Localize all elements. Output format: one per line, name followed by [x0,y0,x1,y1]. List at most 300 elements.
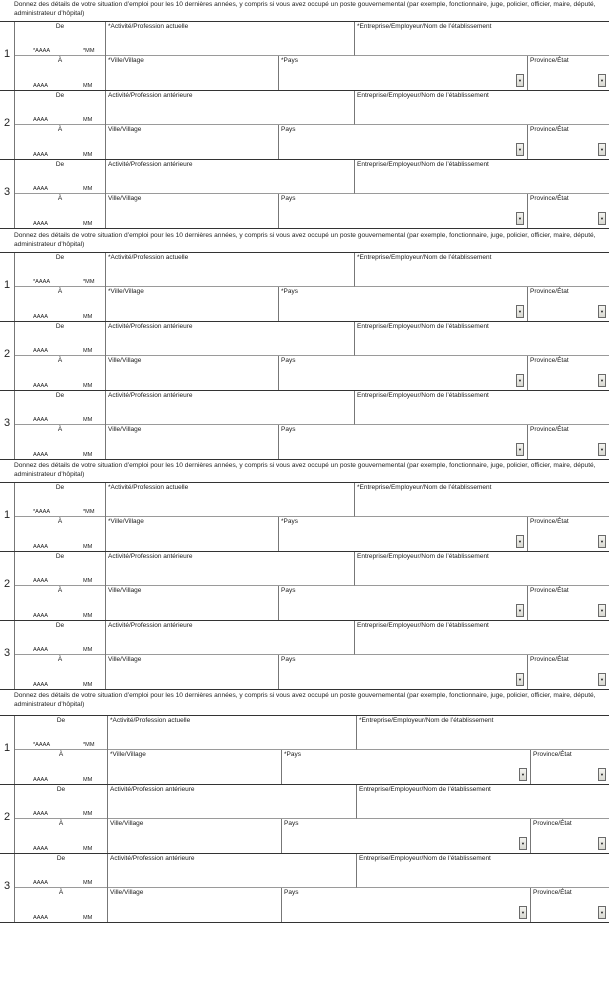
country-dropdown-button[interactable] [519,906,527,919]
from-month-label: MM [83,117,93,123]
from-month-label: *MM [83,48,95,54]
country-label: Pays [281,357,296,364]
province-label: Province/État [533,820,572,827]
from-month-label: MM [83,880,93,886]
to-date-field[interactable] [15,586,105,620]
chevron-down-icon: ▼ [518,146,522,152]
country-field[interactable] [279,425,528,459]
chevron-down-icon: ▼ [600,771,604,777]
country-label: *Pays [284,751,301,758]
entry-number: 1 [3,48,11,60]
chevron-down-icon: ▼ [518,538,522,544]
city-field[interactable] [106,194,279,228]
chevron-down-icon: ▼ [600,909,604,915]
date-range [14,391,106,459]
province-field[interactable] [531,750,609,784]
chevron-down-icon: ▼ [600,676,604,682]
activity-label: Activité/Profession antérieure [110,786,195,793]
province-field[interactable] [528,56,609,90]
city-field[interactable] [106,517,279,551]
to-year-label: AAAA [33,915,48,921]
from-label: De [55,392,65,399]
country-field[interactable] [282,819,531,853]
employer-field[interactable] [355,253,609,287]
from-date-field[interactable] [15,621,105,655]
province-dropdown-button[interactable] [598,443,606,456]
to-date-field[interactable] [15,56,105,90]
activity-field[interactable] [106,160,355,194]
chevron-down-icon: ▼ [600,840,604,846]
from-date-field[interactable] [15,785,107,819]
from-date-field[interactable] [15,391,105,425]
activity-field[interactable] [108,785,357,819]
employer-label: Entreprise/Employeur/Nom de l’établissement [359,855,491,862]
city-field[interactable] [106,586,279,620]
employment-entry [0,483,609,552]
chevron-down-icon: ▼ [518,77,522,83]
from-month-label: MM [83,186,93,192]
entry-number: 3 [3,880,11,892]
city-field[interactable] [106,356,279,390]
section-instructions: Donnez des détails de votre situation d’emploi pour les 10 dernières années, y compris si vous avez occupé un poste gouvernemental (par exemple, fonctionnaire, juge, policier, officier, maire, député, administrateur d’hôpital) [14,1,596,17]
activity-field[interactable] [106,552,355,586]
country-dropdown-button[interactable] [516,74,524,87]
province-field[interactable] [531,819,609,853]
province-field[interactable] [528,125,609,159]
country-dropdown-button[interactable] [516,305,524,318]
country-field[interactable] [279,287,528,321]
to-month-label: MM [83,314,93,320]
to-date-field[interactable] [15,425,105,459]
employer-field[interactable] [355,160,609,194]
to-date-field[interactable] [15,356,105,390]
employment-entry [0,391,609,460]
to-label: À [58,751,64,758]
province-label: Province/État [533,889,572,896]
entry-number: 1 [3,742,11,754]
employer-field[interactable] [355,22,609,56]
to-year-label: AAAA [33,83,48,89]
province-label: Province/État [530,587,569,594]
employer-label: *Entreprise/Employeur/Nom de l’établissement [357,484,492,491]
province-dropdown-button[interactable] [598,837,606,850]
from-year-label: AAAA [33,117,48,123]
from-label: De [55,323,65,330]
from-date-field[interactable] [15,854,107,888]
chevron-down-icon: ▼ [600,146,604,152]
from-year-label: *AAAA [33,48,51,54]
city-label: Ville/Village [108,656,142,663]
to-year-label: AAAA [33,544,48,550]
country-dropdown-button[interactable] [516,212,524,225]
country-label: Pays [281,656,296,663]
from-year-label: AAAA [33,186,48,192]
from-date-field[interactable] [15,160,105,194]
province-dropdown-button[interactable] [598,535,606,548]
to-label: À [57,195,63,202]
to-label: À [57,587,63,594]
date-range [14,322,106,390]
country-dropdown-button[interactable] [516,604,524,617]
employer-field[interactable] [355,483,609,517]
country-field[interactable] [279,356,528,390]
activity-label: Activité/Profession antérieure [108,323,193,330]
employment-entry [0,22,609,91]
entries-table [0,715,609,923]
country-label: *Pays [281,57,298,64]
activity-label: Activité/Profession antérieure [108,92,193,99]
activity-field[interactable] [106,253,355,287]
province-dropdown-button[interactable] [598,673,606,686]
city-label: Ville/Village [108,195,142,202]
activity-field[interactable] [106,22,355,56]
activity-label: Activité/Profession antérieure [108,161,193,168]
province-label: Province/État [530,195,569,202]
chevron-down-icon: ▼ [600,538,604,544]
city-field[interactable] [108,819,282,853]
employer-field[interactable] [357,716,609,750]
section-instructions: Donnez des détails de votre situation d’emploi pour les 10 dernières années, y compris si vous avez occupé un poste gouvernemental (par exemple, fonctionnaire, juge, policier, officier, maire, député, administrateur d’hôpital) [14,692,596,708]
to-year-label: AAAA [33,152,48,158]
employer-field[interactable] [357,785,609,819]
chevron-down-icon: ▼ [518,308,522,314]
employer-field[interactable] [355,391,609,425]
to-date-field[interactable] [15,125,105,159]
from-year-label: AAAA [33,811,48,817]
province-dropdown-button[interactable] [598,212,606,225]
entry-number: 3 [3,417,11,429]
from-date-field[interactable] [15,716,107,750]
from-date-field[interactable] [15,552,105,586]
activity-field[interactable] [108,854,357,888]
employer-label: Entreprise/Employeur/Nom de l’établissement [357,92,489,99]
date-range [14,22,106,90]
country-label: *Pays [281,288,298,295]
to-date-field[interactable] [15,194,105,228]
chevron-down-icon: ▼ [518,377,522,383]
date-range [14,160,106,228]
province-dropdown-button[interactable] [598,74,606,87]
chevron-down-icon: ▼ [521,771,525,777]
employment-entry [0,785,609,854]
to-year-label: AAAA [33,846,48,852]
country-dropdown-button[interactable] [519,768,527,781]
employer-label: Entreprise/Employeur/Nom de l’établissement [357,323,489,330]
to-date-field[interactable] [15,517,105,551]
city-label: *Ville/Village [108,57,144,64]
from-label: De [55,254,65,261]
activity-label: Activité/Profession antérieure [108,553,193,560]
province-label: Province/État [530,57,569,64]
to-label: À [57,57,63,64]
chevron-down-icon: ▼ [518,215,522,221]
city-field[interactable] [106,655,279,689]
city-label: Ville/Village [108,426,142,433]
province-label: Province/État [533,751,572,758]
activity-label: Activité/Profession antérieure [108,392,193,399]
from-year-label: *AAAA [33,279,51,285]
province-label: Province/État [530,518,569,525]
activity-field[interactable] [106,391,355,425]
city-label: *Ville/Village [108,288,144,295]
to-month-label: MM [83,613,93,619]
country-label: Pays [281,126,296,133]
to-date-field[interactable] [15,750,107,784]
from-year-label: AAAA [33,348,48,354]
province-label: Province/État [530,656,569,663]
from-date-field[interactable] [15,322,105,356]
activity-field[interactable] [106,322,355,356]
employer-field[interactable] [355,91,609,125]
from-label: De [56,786,66,793]
to-year-label: AAAA [33,221,48,227]
province-field[interactable] [528,287,609,321]
to-label: À [57,426,63,433]
from-month-label: *MM [83,509,95,515]
activity-field[interactable] [106,483,355,517]
to-year-label: AAAA [33,777,48,783]
entry-number: 2 [3,578,11,590]
country-field[interactable] [279,586,528,620]
chevron-down-icon: ▼ [518,607,522,613]
to-month-label: MM [83,682,93,688]
to-month-label: MM [83,152,93,158]
to-label: À [57,656,63,663]
country-label: Pays [281,195,296,202]
from-date-field[interactable] [15,483,105,517]
to-month-label: MM [83,452,93,458]
to-label: À [57,126,63,133]
employment-entry [0,552,609,621]
from-label: De [55,484,65,491]
employment-entry [0,716,609,785]
entry-number: 2 [3,117,11,129]
entry-number: 2 [3,348,11,360]
employer-label: *Entreprise/Employeur/Nom de l’établissement [359,717,494,724]
province-field[interactable] [528,356,609,390]
country-field[interactable] [282,750,531,784]
date-range [14,716,108,784]
date-range [14,552,106,620]
from-label: De [55,23,65,30]
country-field[interactable] [282,888,531,922]
country-dropdown-button[interactable] [516,374,524,387]
province-field[interactable] [528,586,609,620]
to-date-field[interactable] [15,287,105,321]
from-month-label: MM [83,647,93,653]
city-field[interactable] [106,125,279,159]
to-year-label: AAAA [33,383,48,389]
employer-field[interactable] [355,552,609,586]
country-label: Pays [281,587,296,594]
country-dropdown-button[interactable] [516,443,524,456]
country-label: Pays [281,426,296,433]
country-dropdown-button[interactable] [516,535,524,548]
to-label: À [58,820,64,827]
from-month-label: *MM [83,279,95,285]
to-year-label: AAAA [33,613,48,619]
from-date-field[interactable] [15,22,105,56]
activity-field[interactable] [108,716,357,750]
city-label: Ville/Village [108,357,142,364]
province-field[interactable] [528,517,609,551]
from-year-label: *AAAA [33,509,51,515]
activity-label: *Activité/Profession actuelle [108,484,189,491]
from-month-label: *MM [83,742,95,748]
city-field[interactable] [108,888,282,922]
province-dropdown-button[interactable] [598,143,606,156]
province-label: Province/État [530,357,569,364]
chevron-down-icon: ▼ [600,607,604,613]
from-date-field[interactable] [15,253,105,287]
employment-entry [0,854,609,923]
from-year-label: AAAA [33,417,48,423]
employment-entry [0,253,609,322]
entry-number: 2 [3,811,11,823]
to-label: À [57,357,63,364]
country-dropdown-button[interactable] [516,143,524,156]
from-month-label: MM [83,578,93,584]
chevron-down-icon: ▼ [600,77,604,83]
city-label: Ville/Village [110,889,144,896]
employer-label: Entreprise/Employeur/Nom de l’établissement [357,392,489,399]
employment-entry [0,160,609,229]
employer-field[interactable] [355,322,609,356]
to-year-label: AAAA [33,314,48,320]
entry-number: 3 [3,186,11,198]
employer-label: Entreprise/Employeur/Nom de l’établissement [359,786,491,793]
city-label: *Ville/Village [108,518,144,525]
date-range [14,253,106,321]
country-label: Pays [284,889,299,896]
section-instructions: Donnez des détails de votre situation d’emploi pour les 10 dernières années, y compris si vous avez occupé un poste gouvernemental (par exemple, fonctionnaire, juge, policier, officier, maire, député, administrateur d’hôpital) [14,232,596,248]
to-month-label: MM [83,383,93,389]
date-range [14,91,106,159]
employer-field[interactable] [357,854,609,888]
to-date-field[interactable] [15,888,107,922]
date-range [14,785,108,853]
chevron-down-icon: ▼ [600,446,604,452]
to-year-label: AAAA [33,452,48,458]
from-year-label: AAAA [33,578,48,584]
to-label: À [57,518,63,525]
to-month-label: MM [83,221,93,227]
from-month-label: MM [83,811,93,817]
to-label: À [58,889,64,896]
chevron-down-icon: ▼ [521,909,525,915]
province-field[interactable] [528,655,609,689]
employer-label: Entreprise/Employeur/Nom de l’établissement [357,553,489,560]
province-dropdown-button[interactable] [598,906,606,919]
country-dropdown-button[interactable] [519,837,527,850]
from-label: De [56,717,66,724]
employment-entry [0,91,609,160]
chevron-down-icon: ▼ [600,308,604,314]
chevron-down-icon: ▼ [518,446,522,452]
from-label: De [56,855,66,862]
country-field[interactable] [279,56,528,90]
activity-label: Activité/Profession antérieure [110,855,195,862]
country-label: Pays [284,820,299,827]
province-dropdown-button[interactable] [598,768,606,781]
from-month-label: MM [83,348,93,354]
section-instructions: Donnez des détails de votre situation d’emploi pour les 10 dernières années, y compris si vous avez occupé un poste gouvernemental (par exemple, fonctionnaire, juge, policier, officier, maire, député, administrateur d’hôpital) [14,462,596,478]
activity-label: *Activité/Profession actuelle [108,254,189,261]
to-year-label: AAAA [33,682,48,688]
country-field[interactable] [279,194,528,228]
to-label: À [57,288,63,295]
entries-table [0,482,609,690]
activity-field[interactable] [106,621,355,655]
city-field[interactable] [106,287,279,321]
to-month-label: MM [83,846,93,852]
from-year-label: AAAA [33,647,48,653]
entry-number: 1 [3,279,11,291]
country-field[interactable] [279,655,528,689]
from-label: De [55,92,65,99]
province-dropdown-button[interactable] [598,305,606,318]
country-label: *Pays [281,518,298,525]
from-year-label: AAAA [33,880,48,886]
province-field[interactable] [528,425,609,459]
to-month-label: MM [83,544,93,550]
city-field[interactable] [106,425,279,459]
employer-label: *Entreprise/Employeur/Nom de l’établissement [357,254,492,261]
from-label: De [55,553,65,560]
employment-entry [0,621,609,690]
to-month-label: MM [83,915,93,921]
chevron-down-icon: ▼ [521,840,525,846]
employment-entry [0,322,609,391]
date-range [14,621,106,689]
province-dropdown-button[interactable] [598,374,606,387]
from-month-label: MM [83,417,93,423]
city-field[interactable] [108,750,282,784]
activity-label: *Activité/Profession actuelle [108,23,189,30]
date-range [14,854,108,922]
to-date-field[interactable] [15,655,105,689]
city-label: *Ville/Village [110,751,146,758]
to-date-field[interactable] [15,819,107,853]
country-field[interactable] [279,125,528,159]
date-range [14,483,106,551]
province-label: Province/État [530,288,569,295]
province-label: Province/État [530,126,569,133]
from-label: De [55,622,65,629]
country-field[interactable] [279,517,528,551]
entries-table [0,21,609,229]
chevron-down-icon: ▼ [518,676,522,682]
entry-number: 1 [3,509,11,521]
chevron-down-icon: ▼ [600,215,604,221]
employer-field[interactable] [355,621,609,655]
chevron-down-icon: ▼ [600,377,604,383]
from-year-label: *AAAA [33,742,51,748]
province-field[interactable] [531,888,609,922]
from-date-field[interactable] [15,91,105,125]
city-field[interactable] [106,56,279,90]
employer-label: *Entreprise/Employeur/Nom de l’établissement [357,23,492,30]
employer-label: Entreprise/Employeur/Nom de l’établissement [357,161,489,168]
entry-number: 3 [3,647,11,659]
province-dropdown-button[interactable] [598,604,606,617]
province-field[interactable] [528,194,609,228]
activity-field[interactable] [106,91,355,125]
activity-label: Activité/Profession antérieure [108,622,193,629]
city-label: Ville/Village [108,587,142,594]
country-dropdown-button[interactable] [516,673,524,686]
city-label: Ville/Village [110,820,144,827]
